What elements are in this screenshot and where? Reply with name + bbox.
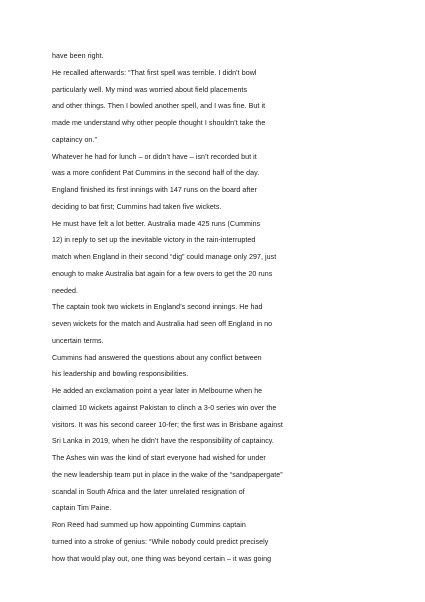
text-line: uncertain terms. (52, 336, 104, 345)
text-line: was a more confident Pat Cummins in the second half of the day. (52, 169, 260, 178)
body-text (52, 48, 382, 567)
text-line: turned into a stroke of genius: “While nobody could predict precisely (52, 537, 269, 546)
text-line: his leadership and bowling responsibilities. (52, 370, 189, 379)
text-line: scandal in South Africa and the later unrelated resignation of (52, 487, 245, 496)
text-line: and other things. Then I bowled another spell, and I was fine. But it (52, 102, 266, 111)
text-line: claimed 10 wickets against Pakistan to clinch a 3-0 series win over the (52, 403, 277, 412)
text-line: deciding to bat first; Cummins had taken five wickets. (52, 202, 222, 211)
text-line: how that would play out, one thing was beyond certain – it was going (52, 554, 272, 563)
text-line: captaincy on.” (52, 135, 97, 144)
text-line: made me understand why other people thought I shouldn’t take the (52, 119, 266, 127)
text-line: The Ashes win was the kind of start everyone had wished for under (52, 454, 266, 462)
text-line: 12) in reply to set up the inevitable victory in the rain-interrupted (52, 236, 256, 245)
text-line: England finished its first innings with 147 runs on the board after (52, 186, 257, 194)
text-line: particularly well. My mind was worried about field placements (52, 85, 248, 94)
text-line: the new leadership team put in place in the wake of the “sandpapergate” (52, 470, 283, 479)
text-line: He added an exclamation point a year later in Melbourne when he (52, 387, 263, 395)
text-line: captain Tim Paine. (52, 504, 112, 513)
text-line: He must have felt a lot better. Australia made 425 runs (Cummins (52, 219, 261, 228)
text-line: visitors. It was his second career 10-fer; the first was in Brisbane against (52, 420, 283, 429)
text-line: Cummins had answered the questions about any conflict between (52, 353, 262, 362)
text-line: Whatever he had for lunch – or didn’t have – isn’t recorded but it (52, 152, 257, 161)
text-line: Sri Lanka in 2019, when he didn’t have the responsibility of captaincy. (52, 437, 274, 446)
text-line: enough to make Australia bat again for a few overs to get the 20 runs (52, 269, 273, 278)
text-line: Ron Reed had summed up how appointing Cummins captain (52, 521, 246, 529)
text-line: seven wickets for the match and Australia had seen off England in no (52, 320, 273, 328)
text-line: have been right. (52, 52, 104, 60)
text-line: He recalled afterwards: “That first spell was terrible. I didn’t bowl (52, 68, 257, 77)
text-line: The captain took two wickets in England’s second innings. He had (52, 303, 263, 312)
text-line: needed. (52, 286, 78, 295)
text-line: match when England in their second “dig” could manage only 297, just (52, 253, 277, 261)
